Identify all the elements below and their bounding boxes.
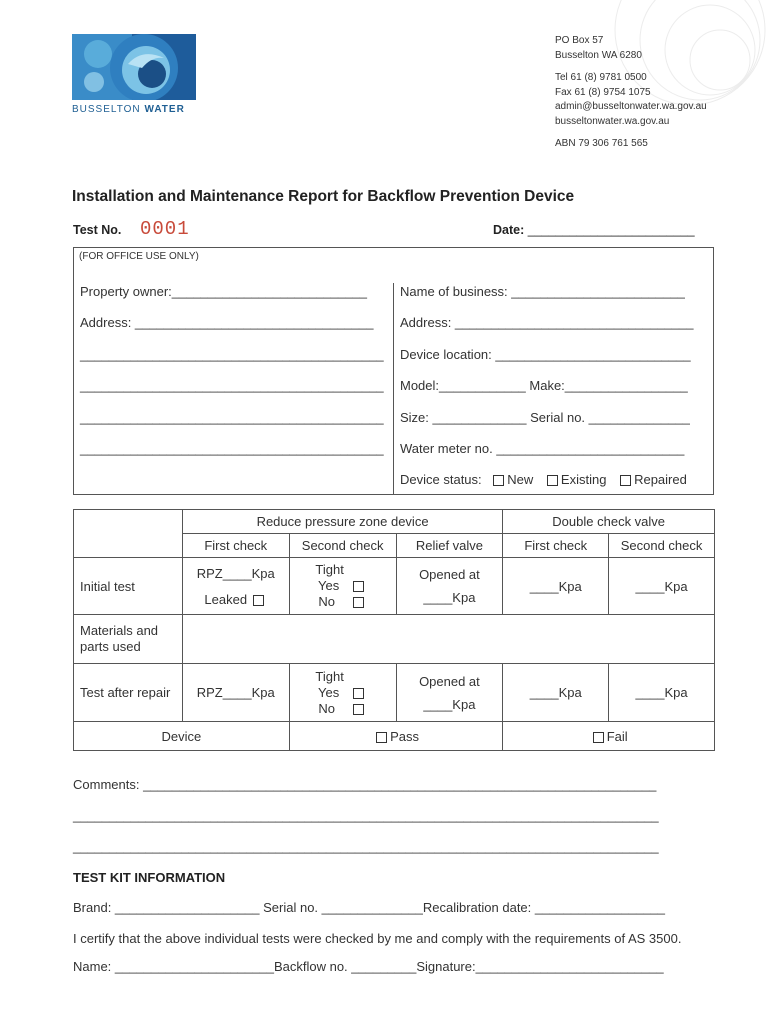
initial-relief-cell[interactable]: Opened at ____Kpa — [396, 558, 503, 615]
status-repaired-checkbox[interactable] — [620, 475, 631, 486]
status-new-checkbox[interactable] — [493, 475, 504, 486]
rpz-group-header: Reduce pressure zone device — [182, 510, 503, 534]
kit-brand-serial-line[interactable]: Brand: ____________________ Serial no. ______________Recalibration date: __________________ — [73, 900, 666, 915]
po-box: PO Box 57 — [555, 35, 604, 46]
after-yes-checkbox[interactable] — [353, 688, 364, 699]
test-no-label: Test No. — [73, 223, 122, 237]
device-label: Device — [74, 722, 290, 751]
initial-dcv2-cell[interactable]: ____Kpa — [609, 558, 715, 615]
col-dcv-first-check: First check — [503, 534, 609, 558]
office-divider — [393, 283, 394, 495]
business-name-field[interactable]: Name of business: ________________________ — [400, 284, 685, 299]
address-field-left[interactable]: Address: _________________________________ — [80, 315, 374, 330]
date-field[interactable]: Date: ________________________ — [493, 223, 695, 237]
after-no-checkbox[interactable] — [353, 704, 364, 715]
pass-option[interactable]: Pass — [289, 722, 503, 751]
test-kit-header: TEST KIT INFORMATION — [73, 870, 226, 885]
leaked-checkbox[interactable] — [253, 595, 264, 606]
dcv-group-header: Double check valve — [503, 510, 715, 534]
initial-no-checkbox[interactable] — [353, 597, 364, 608]
name-signature-line[interactable]: Name: ______________________Backflow no. _________Signature:__________________________ — [73, 959, 664, 974]
materials-field[interactable] — [182, 615, 714, 664]
after-dcv2-cell[interactable]: ____Kpa — [609, 664, 715, 722]
office-use-header: (FOR OFFICE USE ONLY) — [79, 251, 199, 262]
blank-line-2[interactable]: __________________________________________ — [80, 378, 384, 393]
after-rpz-cell[interactable]: RPZ____Kpa — [182, 664, 289, 722]
model-make-field[interactable]: Model:____________ Make:_________________ — [400, 378, 688, 393]
brand-name: BUSSELTON WATER — [72, 104, 185, 115]
size-serial-field[interactable]: Size: _____________ Serial no. ______________ — [400, 410, 690, 425]
device-status-row: Device status: New Existing Repaired — [400, 472, 687, 487]
initial-test-label: Initial test — [74, 558, 183, 615]
certify-statement: I certify that the above individual tests were checked by me and comply with the requirements of AS 3500. — [73, 931, 682, 946]
initial-rpz-cell[interactable]: RPZ____Kpa Leaked — [182, 558, 289, 615]
blank-line-1[interactable]: __________________________________________ — [80, 347, 384, 362]
col-first-check: First check — [182, 534, 289, 558]
col-second-check: Second check — [289, 534, 396, 558]
page-title: Installation and Maintenance Report for Backflow Prevention Device — [72, 188, 575, 205]
initial-dcv1-cell[interactable]: ____Kpa — [503, 558, 609, 615]
test-no-value[interactable]: 0001 — [140, 218, 190, 240]
comments-line-2[interactable]: _________________________________________________________________________________ — [73, 808, 659, 823]
water-meter-field[interactable]: Water meter no. __________________________ — [400, 441, 685, 456]
col-relief-valve: Relief valve — [396, 534, 503, 558]
comments-line-3[interactable]: _________________________________________________________________________________ — [73, 839, 659, 854]
after-repair-row — [74, 664, 715, 722]
device-location-field[interactable]: Device location: ___________________________ — [400, 347, 691, 362]
phone: Tel 61 (8) 9781 0500 — [555, 72, 647, 83]
after-relief-cell[interactable]: Opened at ____Kpa — [396, 664, 503, 722]
col-dcv-second-check: Second check — [609, 534, 715, 558]
fail-checkbox[interactable] — [593, 732, 604, 743]
abn: ABN 79 306 761 565 — [555, 138, 648, 149]
property-owner-field[interactable]: Property owner:___________________________ — [80, 284, 367, 299]
fail-option[interactable]: Fail — [503, 722, 715, 751]
blank-line-3[interactable]: __________________________________________ — [80, 410, 384, 425]
address-field-right[interactable]: Address: _________________________________ — [400, 315, 694, 330]
blank-line-4[interactable]: __________________________________________ — [80, 441, 384, 456]
city: Busselton WA 6280 — [555, 49, 642, 61]
pass-checkbox[interactable] — [376, 732, 387, 743]
test-results-table — [73, 509, 715, 751]
after-repair-label: Test after repair — [74, 664, 183, 722]
comments-field[interactable]: Comments: _______________________________________________________________________ — [73, 777, 657, 792]
corner-cell — [74, 510, 183, 558]
busselton-water-logo — [72, 34, 196, 100]
after-dcv1-cell[interactable]: ____Kpa — [503, 664, 609, 722]
materials-label: Materials and parts used — [74, 615, 183, 664]
contact-block — [555, 34, 707, 152]
email: admin@busseltonwater.wa.gov.au — [555, 101, 707, 112]
after-second-check-cell[interactable]: Tight Yes No — [289, 664, 396, 722]
initial-yes-checkbox[interactable] — [353, 581, 364, 592]
website: busseltonwater.wa.gov.au — [555, 115, 670, 127]
status-existing-checkbox[interactable] — [547, 475, 558, 486]
initial-second-check-cell[interactable]: Tight Yes No — [289, 558, 396, 615]
fax: Fax 61 (8) 9754 1075 — [555, 86, 651, 98]
initial-test-row — [74, 558, 715, 615]
